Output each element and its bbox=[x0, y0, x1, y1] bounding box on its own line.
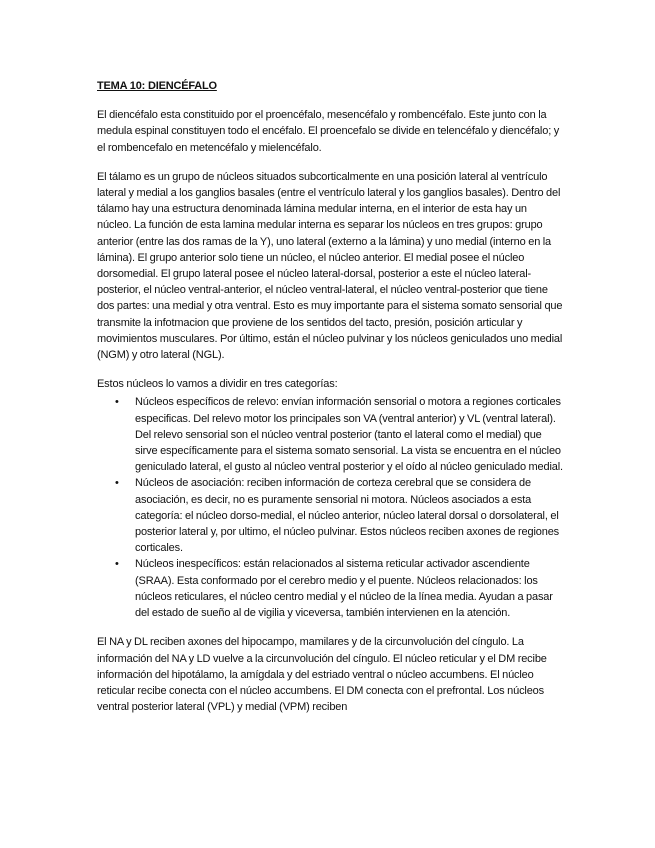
categories-list bbox=[97, 394, 563, 621]
paragraph-diencefalo-intro: El diencéfalo esta constituido por el proencéfalo, mesencéfalo y rombencéfalo. Este junto con la medula espinal constituyen todo el encéfalo. El proencefalo se divide en telencéfalo y diencéfalo; y el rombencefalo en metencéfalo y mielencéfalo. bbox=[97, 109, 560, 154]
paragraph-talamo: El tálamo es un grupo de núcleos situados subcorticalmente en una posición lateral al ventrículo lateral y medial a los ganglios basales (entre el ventrículo lateral y los ganglios basales). Dentro del tálamo hay una estructura denominada lámina medular interna, en el interior de esta hay un núcleo. La función de esta lamina medular interna es separar los núcleos en tres grupos: grupo anterior (entre las dos ramas de la Y), uno lateral (externo a la lámina) y uno medial (interno en la lámina). El grupo anterior solo tiene un núcleo, el núcleo anterior. El medial posee el núcleo dorsomedial. El grupo lateral posee el núcleo lateral-dorsal, posterior a este el núcleo lateral-posterior, el núcleo ventral-anterior, el núcleo ventral-lateral, el núcleo ventral-posterior que tiene dos partes: una medial y otra ventral. Esto es muy importante para el sistema somato sensorial que transmite la infotmacion que proviene de los sentidos del tacto, presión, posición articular y movimientos musculares. Por último, están el núcleo pulvinar y los núcleos geniculados uno medial (NGM) y otro lateral (NGL). bbox=[97, 170, 563, 362]
document-title: TEMA 10: DIENCÉFALO bbox=[97, 80, 217, 92]
bullet-icon: • bbox=[115, 558, 119, 571]
paragraph-conexiones: El NA y DL reciben axones del hipocampo, mamilares y de la circunvolución del cíngulo. La información del NA y LD vuelve a la circunvolución del cíngulo. El núcleo reticular y el DM recibe información del hipotálamo, la amígdala y del estriado ventral o núcleo accumbens. El núcleo reticular recibe conecta con el núcleo accumbens. El DM conecta con el prefrontal. Los núcleos ventral posterior lateral (VPL) y medial (VPM) reciben bbox=[97, 636, 547, 714]
bullet-icon: • bbox=[115, 477, 119, 490]
bullet-icon: • bbox=[115, 396, 119, 409]
paragraph-categorias-intro: Estos núcleos lo vamos a dividir en tres categorías: bbox=[97, 378, 338, 391]
list-item-asociacion bbox=[115, 475, 563, 556]
list-item-text: Núcleos específicos de relevo: envían información sensorial o motora a regiones corticales especificas. Del relevo motor los principales son VA (ventral anterior) y VL (ventral lateral). Del relevo sensorial son el núcleo ventral posterior (tanto el lateral como el medial) que sirve específicamente para el sistema somato sensorial. La vista se encuentra en el núcleo geniculado lateral, el gusto al núcleo ventral posterior y el oído al núcleo geniculado medial. bbox=[135, 396, 563, 474]
list-item-text: Núcleos de asociación: reciben información de corteza cerebral que se considera de asociación, es decir, no es puramente sensorial ni motora. Núcleos asociados a esta categoría: el núcleo dorso-medial, el núcleo anterior, núcleo lateral dorsal o dorsolateral, el posterior lateral y, por ultimo, el núcleo pulvinar. Estos núcleos reciben axones de regiones corticales. bbox=[135, 477, 560, 555]
list-item-text: Núcleos inespecíficos: están relacionados al sistema reticular activador ascendiente (SRAA). Esta conformado por el cerebro medio y el puente. Núcleos relacionados: los núcleos reticulares, el núcleo centro medial y el núcleo de la línea media. Ayudan a pasar del estado de sueño al de vigilia y viceversa, también intervienen en la atención. bbox=[135, 558, 553, 620]
document-page bbox=[97, 78, 563, 728]
list-item-especificos bbox=[115, 394, 563, 475]
list-item-inespecificos bbox=[115, 556, 563, 621]
